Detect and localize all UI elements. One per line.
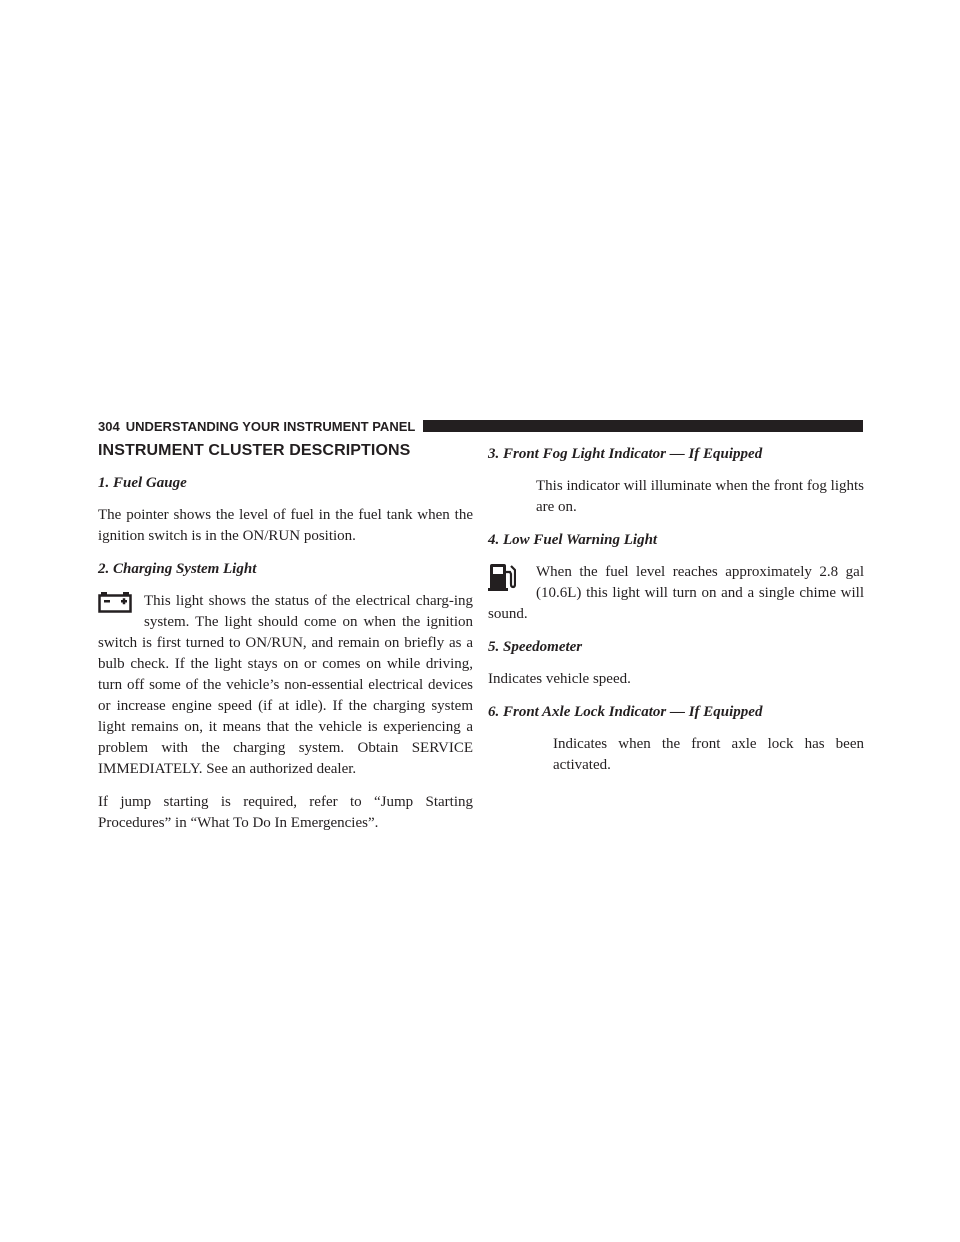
- charging-light-heading: 2. Charging System Light: [98, 561, 257, 577]
- axle-lock-text: Indicates when the front axle lock has been activated.: [553, 736, 864, 773]
- fuel-gauge-text: The pointer shows the level of fuel in the fuel tank when the ignition switch is in the ON/RUN position.: [98, 507, 473, 544]
- fuel-gauge-heading: 1. Fuel Gauge: [98, 475, 187, 491]
- charging-light-block: [98, 591, 473, 792]
- low-fuel-heading: 4. Low Fuel Warning Light: [488, 532, 658, 548]
- right-column: [488, 440, 864, 788]
- low-fuel-block: [488, 562, 864, 637]
- page-header: [98, 418, 863, 434]
- jump-start-text: If jump starting is required, refer to “Jump Starting Procedures” in “What To Do In Emergencies”.: [98, 794, 473, 831]
- section-title: INSTRUMENT CLUSTER DESCRIPTIONS: [98, 442, 411, 459]
- battery-icon: [98, 591, 132, 613]
- fog-light-text: This indicator will illuminate when the front fog lights are on.: [536, 478, 864, 515]
- low-fuel-text: When the fuel level reaches approximately 2.8 gal (10.6L) this light will turn on and a single chime will sound.: [488, 564, 864, 622]
- header-rule: [423, 420, 863, 432]
- running-header: UNDERSTANDING YOUR INSTRUMENT PANEL: [125, 418, 416, 434]
- left-column: [98, 440, 473, 846]
- speedometer-text: Indicates vehicle speed.: [488, 671, 631, 687]
- charging-light-text: This light shows the status of the electrical charg-ing system. The light should come on when the ignition switch is first turned to ON/RUN, and remain on briefly as a bulb check. If the light stays on or comes on while driving, turn off some of the vehicle’s non-essential electrical devices or increase engine speed (if at idle). If the charging system light remains on, it means that the vehicle is experiencing a problem with the charging system. Obtain SERVICE IMMEDIATELY. See an authorized dealer.: [98, 593, 473, 777]
- speedometer-heading: 5. Speedometer: [488, 639, 583, 655]
- fuel-pump-icon: [488, 562, 516, 592]
- page-number: 304: [98, 418, 120, 434]
- fog-light-heading: 3. Front Fog Light Indicator — If Equipped: [488, 446, 763, 462]
- axle-lock-heading: 6. Front Axle Lock Indicator — If Equipped: [488, 704, 763, 720]
